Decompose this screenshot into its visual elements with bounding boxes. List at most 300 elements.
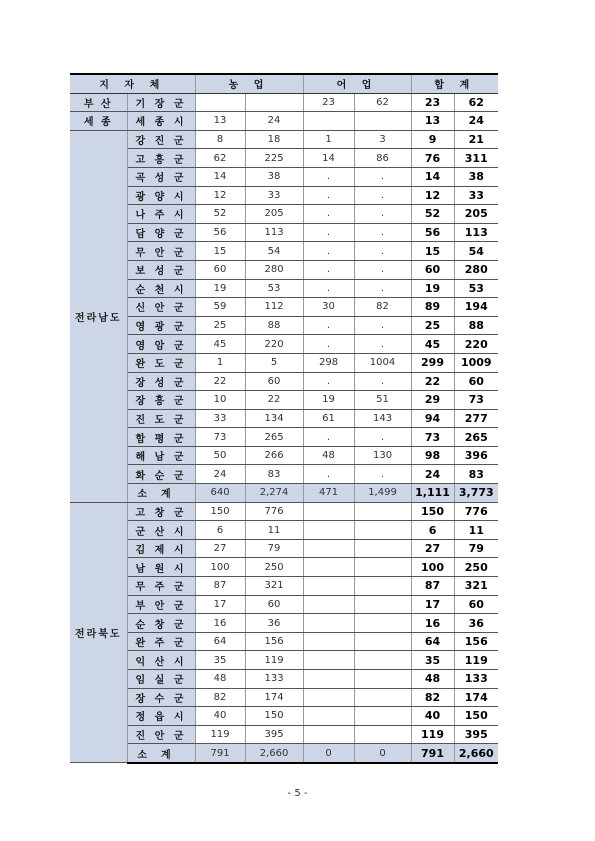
total-cell: 9: [411, 130, 454, 149]
nongeop-cell: 174: [245, 688, 303, 707]
eoeop-cell: 130: [354, 446, 411, 465]
total-cell: 73: [454, 391, 498, 410]
eoeop-cell: [303, 595, 354, 614]
table-row: [70, 167, 498, 186]
eoeop-cell: .: [354, 205, 411, 224]
eoeop-cell: [303, 614, 354, 633]
total-cell: 150: [411, 502, 454, 521]
table-row: [70, 149, 498, 168]
table-row: [70, 353, 498, 372]
eoeop-cell: 0: [354, 744, 411, 763]
nongeop-cell: 62: [195, 149, 245, 168]
total-cell: 64: [411, 632, 454, 651]
eoeop-cell: .: [303, 242, 354, 261]
table-row: [70, 577, 498, 596]
eoeop-cell: [303, 651, 354, 670]
total-cell: 14: [411, 167, 454, 186]
eoeop-cell: [354, 502, 411, 521]
total-cell: 22: [411, 372, 454, 391]
eoeop-cell: 19: [303, 391, 354, 410]
nongeop-cell: 40: [195, 707, 245, 726]
total-cell: 119: [411, 725, 454, 744]
eoeop-cell: .: [303, 186, 354, 205]
table-row: [70, 539, 498, 558]
nongeop-cell: 395: [245, 725, 303, 744]
nongeop-cell: 10: [195, 391, 245, 410]
eoeop-cell: [354, 670, 411, 689]
eoeop-cell: .: [303, 465, 354, 484]
nongeop-cell: 112: [245, 298, 303, 317]
total-cell: 16: [411, 614, 454, 633]
nongeop-cell: 14: [195, 167, 245, 186]
table-row: [70, 614, 498, 633]
city-cell: 해 남 군: [127, 446, 195, 465]
eoeop-cell: [354, 725, 411, 744]
total-cell: 1009: [454, 353, 498, 372]
total-cell: 19: [411, 279, 454, 298]
nongeop-cell: [195, 93, 245, 112]
eoeop-cell: [303, 725, 354, 744]
nongeop-cell: 27: [195, 539, 245, 558]
eoeop-cell: .: [354, 465, 411, 484]
nongeop-cell: 133: [245, 670, 303, 689]
total-cell: 35: [411, 651, 454, 670]
nongeop-cell: 5: [245, 353, 303, 372]
total-cell: 25: [411, 316, 454, 335]
eoeop-cell: .: [303, 260, 354, 279]
total-cell: 82: [411, 688, 454, 707]
table-row: [70, 409, 498, 428]
nongeop-cell: 265: [245, 428, 303, 447]
eoeop-cell: .: [354, 223, 411, 242]
nongeop-cell: 82: [195, 688, 245, 707]
header-nongeop: 농 업: [195, 74, 303, 93]
table-body: [70, 74, 498, 763]
eoeop-cell: 86: [354, 149, 411, 168]
eoeop-cell: [303, 707, 354, 726]
city-cell: 강 진 군: [127, 130, 195, 149]
city-cell: 화 순 군: [127, 465, 195, 484]
table-row: [70, 112, 498, 131]
nongeop-cell: 791: [195, 744, 245, 763]
city-cell: 무 주 군: [127, 577, 195, 596]
nongeop-cell: 640: [195, 484, 245, 503]
eoeop-cell: .: [303, 372, 354, 391]
nongeop-cell: 119: [195, 725, 245, 744]
table-row: [70, 205, 498, 224]
total-cell: 396: [454, 446, 498, 465]
nongeop-cell: 59: [195, 298, 245, 317]
total-cell: 150: [454, 707, 498, 726]
nongeop-cell: 19: [195, 279, 245, 298]
total-cell: 280: [454, 260, 498, 279]
city-cell: 진 안 군: [127, 725, 195, 744]
total-cell: 265: [454, 428, 498, 447]
table-row: [70, 428, 498, 447]
nongeop-cell: [245, 93, 303, 112]
eoeop-cell: [303, 521, 354, 540]
city-cell: 부 안 군: [127, 595, 195, 614]
total-cell: 73: [411, 428, 454, 447]
eoeop-cell: [354, 707, 411, 726]
city-cell: 고 흥 군: [127, 149, 195, 168]
nongeop-cell: 83: [245, 465, 303, 484]
eoeop-cell: [303, 632, 354, 651]
eoeop-cell: .: [354, 372, 411, 391]
total-cell: 60: [411, 260, 454, 279]
header-eoeop: 어 업: [303, 74, 411, 93]
total-cell: 2,660: [454, 744, 498, 763]
nongeop-cell: 220: [245, 335, 303, 354]
eoeop-cell: [354, 112, 411, 131]
nongeop-cell: 113: [245, 223, 303, 242]
eoeop-cell: 0: [303, 744, 354, 763]
city-cell: 무 안 군: [127, 242, 195, 261]
city-cell: 정 읍 시: [127, 707, 195, 726]
nongeop-cell: 79: [245, 539, 303, 558]
table-row: [70, 316, 498, 335]
nongeop-cell: 35: [195, 651, 245, 670]
table-row: [70, 130, 498, 149]
total-cell: 94: [411, 409, 454, 428]
subtotal-row: [70, 484, 498, 503]
table-row: [70, 242, 498, 261]
eoeop-cell: .: [354, 186, 411, 205]
city-cell: 순 창 군: [127, 614, 195, 633]
city-cell: 담 양 군: [127, 223, 195, 242]
total-cell: 88: [454, 316, 498, 335]
eoeop-cell: [354, 558, 411, 577]
total-cell: 100: [411, 558, 454, 577]
total-cell: 24: [454, 112, 498, 131]
nongeop-cell: 205: [245, 205, 303, 224]
nongeop-cell: 60: [245, 595, 303, 614]
eoeop-cell: 143: [354, 409, 411, 428]
eoeop-cell: [354, 577, 411, 596]
city-cell: 진 도 군: [127, 409, 195, 428]
nongeop-cell: 22: [245, 391, 303, 410]
nongeop-cell: 36: [245, 614, 303, 633]
total-cell: 48: [411, 670, 454, 689]
city-cell: 나 주 시: [127, 205, 195, 224]
nongeop-cell: 17: [195, 595, 245, 614]
eoeop-cell: 48: [303, 446, 354, 465]
total-cell: 83: [454, 465, 498, 484]
nongeop-cell: 88: [245, 316, 303, 335]
header-jijache: 지 자 체: [70, 74, 195, 93]
total-cell: 119: [454, 651, 498, 670]
city-cell: 장 성 군: [127, 372, 195, 391]
nongeop-cell: 134: [245, 409, 303, 428]
city-cell: 기 장 군: [127, 93, 195, 112]
nongeop-cell: 53: [245, 279, 303, 298]
nongeop-cell: 12: [195, 186, 245, 205]
total-cell: 3,773: [454, 484, 498, 503]
eoeop-cell: .: [303, 428, 354, 447]
eoeop-cell: 1,499: [354, 484, 411, 503]
eoeop-cell: 3: [354, 130, 411, 149]
table-row: [70, 521, 498, 540]
nongeop-cell: 60: [245, 372, 303, 391]
table-row: [70, 335, 498, 354]
eoeop-cell: .: [354, 167, 411, 186]
eoeop-cell: .: [354, 428, 411, 447]
total-cell: 277: [454, 409, 498, 428]
eoeop-cell: 51: [354, 391, 411, 410]
eoeop-cell: .: [354, 242, 411, 261]
header-row: [70, 74, 498, 93]
eoeop-cell: [354, 539, 411, 558]
region-cell: 세 종: [70, 112, 127, 131]
nongeop-cell: 321: [245, 577, 303, 596]
nongeop-cell: 50: [195, 446, 245, 465]
eoeop-cell: .: [354, 335, 411, 354]
nongeop-cell: 100: [195, 558, 245, 577]
total-cell: 299: [411, 353, 454, 372]
total-cell: 40: [411, 707, 454, 726]
city-cell: 남 원 시: [127, 558, 195, 577]
eoeop-cell: [303, 688, 354, 707]
eoeop-cell: .: [303, 316, 354, 335]
nongeop-cell: 38: [245, 167, 303, 186]
page-number: - 5 -: [287, 788, 308, 799]
total-cell: 56: [411, 223, 454, 242]
city-cell: 완 주 군: [127, 632, 195, 651]
eoeop-cell: 1004: [354, 353, 411, 372]
nongeop-cell: 33: [195, 409, 245, 428]
nongeop-cell: 87: [195, 577, 245, 596]
city-cell: 보 성 군: [127, 260, 195, 279]
total-cell: 395: [454, 725, 498, 744]
table-row: [70, 223, 498, 242]
total-cell: 11: [454, 521, 498, 540]
city-cell: 김 제 시: [127, 539, 195, 558]
city-cell: 임 실 군: [127, 670, 195, 689]
city-cell: 장 흥 군: [127, 391, 195, 410]
city-cell: 신 안 군: [127, 298, 195, 317]
eoeop-cell: .: [354, 279, 411, 298]
total-cell: 52: [411, 205, 454, 224]
nongeop-cell: 776: [245, 502, 303, 521]
total-cell: 79: [454, 539, 498, 558]
nongeop-cell: 11: [245, 521, 303, 540]
city-cell: 완 도 군: [127, 353, 195, 372]
nongeop-cell: 48: [195, 670, 245, 689]
city-cell: 순 천 시: [127, 279, 195, 298]
eoeop-cell: .: [303, 335, 354, 354]
table-row: [70, 279, 498, 298]
eoeop-cell: .: [354, 260, 411, 279]
total-cell: 24: [411, 465, 454, 484]
nongeop-cell: 64: [195, 632, 245, 651]
eoeop-cell: 61: [303, 409, 354, 428]
eoeop-cell: .: [303, 279, 354, 298]
eoeop-cell: 298: [303, 353, 354, 372]
city-cell: 영 광 군: [127, 316, 195, 335]
total-cell: 174: [454, 688, 498, 707]
table-row: [70, 372, 498, 391]
total-cell: 45: [411, 335, 454, 354]
eoeop-cell: .: [354, 316, 411, 335]
table-row: [70, 595, 498, 614]
nongeop-cell: 280: [245, 260, 303, 279]
total-cell: 36: [454, 614, 498, 633]
statistics-table: [70, 73, 498, 764]
table-row: [70, 186, 498, 205]
city-cell: 익 산 시: [127, 651, 195, 670]
nongeop-cell: 54: [245, 242, 303, 261]
eoeop-cell: .: [303, 205, 354, 224]
nongeop-cell: 45: [195, 335, 245, 354]
eoeop-cell: 471: [303, 484, 354, 503]
eoeop-cell: [354, 632, 411, 651]
eoeop-cell: [354, 614, 411, 633]
eoeop-cell: [303, 112, 354, 131]
total-cell: 53: [454, 279, 498, 298]
total-cell: 791: [411, 744, 454, 763]
total-cell: 12: [411, 186, 454, 205]
eoeop-cell: [354, 651, 411, 670]
eoeop-cell: 62: [354, 93, 411, 112]
total-cell: 15: [411, 242, 454, 261]
eoeop-cell: [354, 521, 411, 540]
nongeop-cell: 52: [195, 205, 245, 224]
eoeop-cell: [303, 558, 354, 577]
total-cell: 60: [454, 595, 498, 614]
total-cell: 98: [411, 446, 454, 465]
nongeop-cell: 73: [195, 428, 245, 447]
total-cell: 38: [454, 167, 498, 186]
nongeop-cell: 56: [195, 223, 245, 242]
total-cell: 23: [411, 93, 454, 112]
eoeop-cell: 82: [354, 298, 411, 317]
nongeop-cell: 25: [195, 316, 245, 335]
total-cell: 29: [411, 391, 454, 410]
city-cell: 영 암 군: [127, 335, 195, 354]
total-cell: 13: [411, 112, 454, 131]
city-cell: 곡 성 군: [127, 167, 195, 186]
eoeop-cell: [354, 595, 411, 614]
total-cell: 62: [454, 93, 498, 112]
nongeop-cell: 119: [245, 651, 303, 670]
nongeop-cell: 60: [195, 260, 245, 279]
nongeop-cell: 2,660: [245, 744, 303, 763]
total-cell: 27: [411, 539, 454, 558]
nongeop-cell: 33: [245, 186, 303, 205]
total-cell: 76: [411, 149, 454, 168]
total-cell: 250: [454, 558, 498, 577]
eoeop-cell: [303, 539, 354, 558]
header-hapgye: 합 계: [411, 74, 498, 93]
table-row: [70, 391, 498, 410]
total-cell: 89: [411, 298, 454, 317]
city-cell: 장 수 군: [127, 688, 195, 707]
nongeop-cell: 15: [195, 242, 245, 261]
nongeop-cell: 24: [195, 465, 245, 484]
total-cell: 54: [454, 242, 498, 261]
total-cell: 205: [454, 205, 498, 224]
total-cell: 87: [411, 577, 454, 596]
city-cell: 광 양 시: [127, 186, 195, 205]
nongeop-cell: 250: [245, 558, 303, 577]
total-cell: 133: [454, 670, 498, 689]
nongeop-cell: 2,274: [245, 484, 303, 503]
city-cell: 고 창 군: [127, 502, 195, 521]
eoeop-cell: [303, 577, 354, 596]
region-cell: 전라북도: [70, 502, 127, 763]
total-cell: 776: [454, 502, 498, 521]
eoeop-cell: [303, 502, 354, 521]
table-row: [70, 465, 498, 484]
nongeop-cell: 22: [195, 372, 245, 391]
table-row: [70, 558, 498, 577]
total-cell: 194: [454, 298, 498, 317]
nongeop-cell: 1: [195, 353, 245, 372]
table-row: [70, 651, 498, 670]
nongeop-cell: 150: [245, 707, 303, 726]
table-row: [70, 502, 498, 521]
total-cell: 220: [454, 335, 498, 354]
total-cell: 33: [454, 186, 498, 205]
nongeop-cell: 18: [245, 130, 303, 149]
table-row: [70, 688, 498, 707]
region-cell: 부 산: [70, 93, 127, 112]
total-cell: 60: [454, 372, 498, 391]
nongeop-cell: 150: [195, 502, 245, 521]
eoeop-cell: .: [303, 223, 354, 242]
nongeop-cell: 6: [195, 521, 245, 540]
subtotal-row: [70, 744, 498, 763]
total-cell: 6: [411, 521, 454, 540]
table-row: [70, 446, 498, 465]
nongeop-cell: 13: [195, 112, 245, 131]
city-cell: 군 산 시: [127, 521, 195, 540]
total-cell: 321: [454, 577, 498, 596]
table-row: [70, 298, 498, 317]
eoeop-cell: .: [303, 167, 354, 186]
city-cell: 함 평 군: [127, 428, 195, 447]
eoeop-cell: [303, 670, 354, 689]
table-row: [70, 707, 498, 726]
region-cell: 전라남도: [70, 130, 127, 502]
table-row: [70, 93, 498, 112]
table-row: [70, 632, 498, 651]
nongeop-cell: 16: [195, 614, 245, 633]
nongeop-cell: 156: [245, 632, 303, 651]
total-cell: 311: [454, 149, 498, 168]
nongeop-cell: 225: [245, 149, 303, 168]
eoeop-cell: 1: [303, 130, 354, 149]
total-cell: 1,111: [411, 484, 454, 503]
city-cell: 세 종 시: [127, 112, 195, 131]
nongeop-cell: 266: [245, 446, 303, 465]
total-cell: 17: [411, 595, 454, 614]
nongeop-cell: 8: [195, 130, 245, 149]
eoeop-cell: [354, 688, 411, 707]
table-row: [70, 725, 498, 744]
total-cell: 21: [454, 130, 498, 149]
eoeop-cell: 14: [303, 149, 354, 168]
table-row: [70, 260, 498, 279]
eoeop-cell: 23: [303, 93, 354, 112]
eoeop-cell: 30: [303, 298, 354, 317]
subtotal-label: 소계: [127, 484, 195, 503]
table-row: [70, 670, 498, 689]
nongeop-cell: 24: [245, 112, 303, 131]
total-cell: 156: [454, 632, 498, 651]
total-cell: 113: [454, 223, 498, 242]
subtotal-label: 소계: [127, 744, 195, 763]
